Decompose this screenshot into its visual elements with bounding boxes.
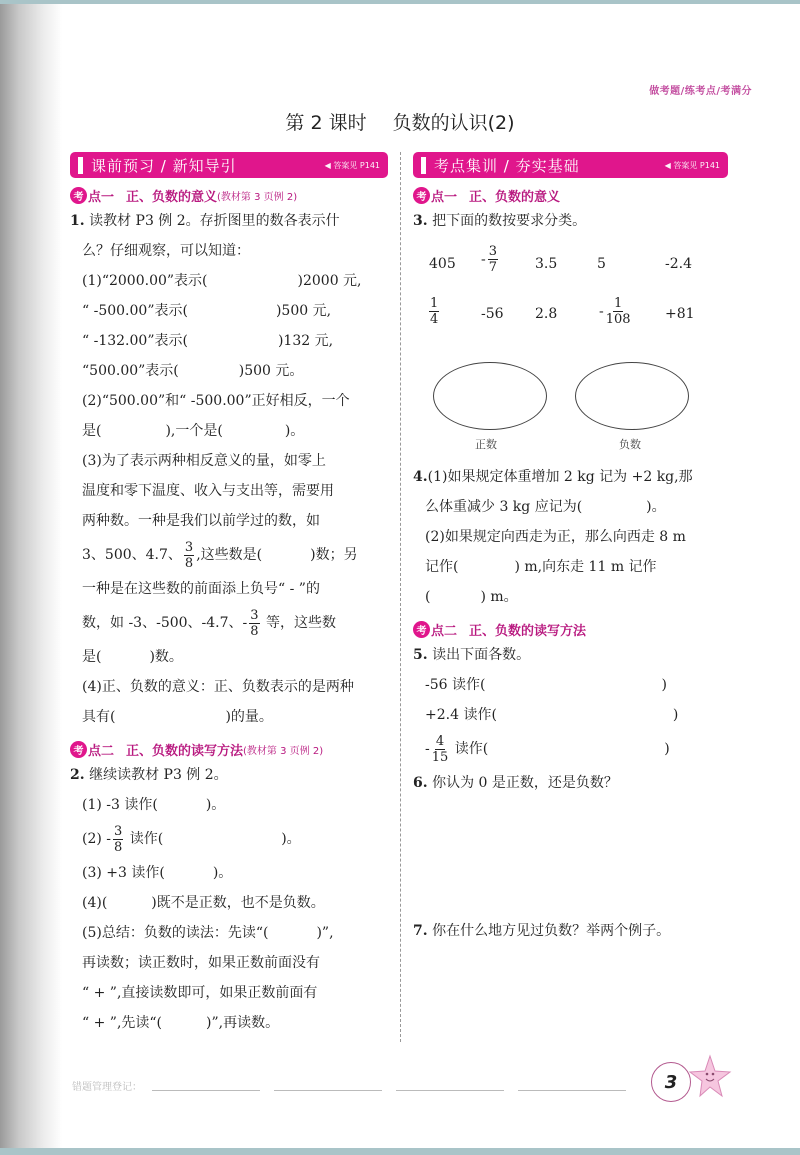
q4-a1 xyxy=(413,462,728,492)
question-number: 1. xyxy=(70,213,85,229)
text: (1) -3 读作( xyxy=(82,797,158,813)
kd-name: 正、负数的意义 xyxy=(126,189,218,205)
sign: - xyxy=(481,251,486,268)
q1-s1 xyxy=(70,266,388,296)
text: )”, xyxy=(316,925,334,941)
q5-r1 xyxy=(413,670,728,700)
denominator: 8 xyxy=(250,623,259,639)
fraction xyxy=(432,734,449,765)
knowledge-point-1 xyxy=(70,184,388,206)
kd-textbook-ref: (教材第 3 页例 2) xyxy=(217,191,298,203)
page-number: 3 xyxy=(651,1062,691,1102)
text: (3) +3 读作( xyxy=(82,865,165,881)
kao-badge-icon: 考 xyxy=(413,621,430,638)
number-item: 3.5 xyxy=(535,256,558,272)
denominator: 7 xyxy=(488,260,498,275)
q4-a2 xyxy=(413,492,728,522)
number-item: 2.8 xyxy=(535,306,558,322)
numerator: 3 xyxy=(488,244,498,259)
text: 把下面的数按要求分类。 xyxy=(432,213,587,229)
text: 读作( xyxy=(450,741,489,757)
q2-s2 xyxy=(70,820,388,858)
q2-s5c xyxy=(70,978,388,1008)
text: 是( xyxy=(82,423,102,439)
kd-name: 正、负数的读写方法 xyxy=(126,743,244,759)
banner-title: 考点集训 / 夯实基础 xyxy=(434,156,580,175)
text: ( xyxy=(425,589,431,605)
text: )。 xyxy=(284,423,305,439)
text: (4)( xyxy=(82,895,108,911)
text: 具有( xyxy=(82,709,116,725)
q6-text xyxy=(413,768,728,798)
q2-s5b xyxy=(70,948,388,978)
text: 一种是在这些数的前面添上负号“ - ”的 xyxy=(82,581,320,597)
kd-textbook-ref: (教材第 3 页例 2) xyxy=(243,745,324,757)
text: ,这些数是( xyxy=(196,547,263,563)
text: )数；另 xyxy=(310,547,358,563)
q1-s3d xyxy=(70,536,388,574)
denominator: 4 xyxy=(430,312,439,327)
text: )既不是正数，也不是负数。 xyxy=(151,895,325,911)
q2-s1 xyxy=(70,790,388,820)
numerator: 4 xyxy=(435,733,445,749)
error-log-label: 错题管理登记： xyxy=(72,1082,142,1093)
q5-r2 xyxy=(413,700,728,730)
text: )500 元。 xyxy=(238,363,304,379)
text: )132 元, xyxy=(277,333,334,349)
number-item-fraction xyxy=(481,244,500,275)
text: 温度和零下温度、收入与支出等，需要用 xyxy=(82,483,334,499)
section-banner-preview xyxy=(70,152,388,178)
q1-s3c xyxy=(70,506,388,536)
number-set xyxy=(413,242,728,362)
header-slogan: 做考题/练考点/考满分 xyxy=(649,86,752,97)
column-divider xyxy=(400,152,401,1042)
q1-s1c xyxy=(70,326,388,356)
q6-answer-area[interactable] xyxy=(413,798,728,916)
sign: - xyxy=(599,303,604,320)
fraction xyxy=(429,296,439,327)
banner-bar xyxy=(78,157,83,174)
text: ) m。 xyxy=(480,589,518,605)
numerator: 3 xyxy=(114,823,123,839)
kd-label: 点一 xyxy=(431,189,458,205)
knowledge-point-1 xyxy=(413,184,728,206)
text: 再读数；读正数时，如果正数前面没有 xyxy=(82,955,320,971)
numerator: 3 xyxy=(250,607,259,623)
kao-badge-icon: 考 xyxy=(413,187,430,204)
fraction xyxy=(113,824,123,855)
q1-text: 么？仔细观察，可以知道： xyxy=(82,243,250,259)
q1-s4a xyxy=(70,672,388,702)
q1-s2b xyxy=(70,416,388,446)
text: ) xyxy=(664,741,670,757)
text: (3)为了表示两种相反意义的量，如零上 xyxy=(82,453,326,469)
text: “ -500.00”表示( xyxy=(82,303,188,319)
question-number: 3. xyxy=(413,213,428,229)
positive-oval[interactable] xyxy=(433,362,547,430)
text: ),一个是( xyxy=(165,423,223,439)
banner-bar xyxy=(421,157,426,174)
text: “ + ”,直接读数即可，如果正数前面有 xyxy=(82,985,318,1001)
bottom-border xyxy=(0,1148,800,1155)
question-number: 2. xyxy=(70,767,85,783)
text: )2000 元, xyxy=(297,273,362,289)
text: )数。 xyxy=(149,649,183,665)
q2-s4 xyxy=(70,888,388,918)
text: “500.00”表示( xyxy=(82,363,179,379)
number-item: +81 xyxy=(665,306,695,322)
book-spine-shadow xyxy=(0,4,62,1148)
q1-text: 读教材 P3 例 2。存折图里的数各表示什 xyxy=(89,213,340,229)
q2-s5d xyxy=(70,1008,388,1038)
text: (4)正、负数的意义：正、负数表示的是两种 xyxy=(82,679,354,695)
banner-title: 课前预习 / 新知导引 xyxy=(91,156,237,175)
answer-ref-text: 答案见 P141 xyxy=(673,160,720,170)
text: 两种数。一种是我们以前学过的数，如 xyxy=(82,513,320,529)
text: - xyxy=(425,741,430,757)
text: )。 xyxy=(212,865,233,881)
numerator: 1 xyxy=(430,296,439,311)
numerator: 1 xyxy=(614,296,623,311)
q4-b1 xyxy=(413,522,728,552)
q1-s3f xyxy=(70,604,388,642)
numerator: 3 xyxy=(184,539,194,555)
text: )的量。 xyxy=(225,709,273,725)
kd-label: 点一 xyxy=(88,189,115,205)
fraction xyxy=(606,296,631,327)
question-number: 6. xyxy=(413,775,428,791)
left-column xyxy=(70,152,388,1038)
text: +2.4 读作( xyxy=(425,707,497,723)
denominator: 108 xyxy=(605,312,631,327)
classification-ovals xyxy=(413,362,728,462)
text: “ -132.00”表示( xyxy=(82,333,188,349)
fraction xyxy=(184,540,194,571)
kd-label: 点二 xyxy=(88,743,115,759)
text: )。 xyxy=(205,797,226,813)
error-log-line[interactable] xyxy=(152,1090,260,1091)
denominator: 8 xyxy=(184,555,194,571)
q4-b2 xyxy=(413,552,728,582)
text: 么体重减少 3 kg 应记为( xyxy=(425,499,583,515)
text: )”,再读数。 xyxy=(206,1015,280,1031)
denominator: 8 xyxy=(114,839,123,855)
lesson-title: 负数的认识(2) xyxy=(392,112,515,134)
question-number: 7. xyxy=(413,923,428,939)
text: 你认为 0 是正数，还是负数？ xyxy=(432,775,618,791)
number-item-fraction xyxy=(599,296,633,327)
q1-s3g xyxy=(70,642,388,672)
q1-s3a xyxy=(70,446,388,476)
text: (1)如果规定体重增加 2 kg 记为 +2 kg,那 xyxy=(427,469,693,485)
kao-badge-icon: 考 xyxy=(70,187,87,204)
kd-name: 正、负数的读写方法 xyxy=(469,623,587,639)
text: 数，如 -3、-500、-4.7、- xyxy=(82,615,248,631)
text: ) xyxy=(661,677,667,693)
number-item: 405 xyxy=(429,256,456,272)
text: )。 xyxy=(646,499,666,515)
section-banner-practice xyxy=(413,152,728,178)
q7-answer-area[interactable] xyxy=(413,946,728,1056)
text: (1)“2000.00”表示( xyxy=(82,273,208,289)
text: (2)“500.00”和“ -500.00”正好相反，一个 xyxy=(82,393,350,409)
answer-ref: ◀ 答案见 P141 xyxy=(664,160,720,170)
q3-text xyxy=(413,206,728,236)
fraction xyxy=(249,608,259,639)
q4-b3 xyxy=(413,582,728,612)
knowledge-point-2 xyxy=(70,738,388,760)
answer-ref: ◀ 答案见 P141 xyxy=(324,160,380,170)
text: 3、500、4.7、 xyxy=(82,547,182,563)
kd-label: 点二 xyxy=(431,623,458,639)
error-log-line[interactable] xyxy=(396,1090,504,1091)
knowledge-point-2 xyxy=(413,618,728,640)
q1-line xyxy=(70,236,388,266)
fraction xyxy=(488,244,498,275)
top-border xyxy=(0,0,800,4)
text: (2)如果规定向西走为正，那么向西走 8 m xyxy=(425,529,686,545)
text: )500 元, xyxy=(275,303,332,319)
text: 等，这些数 xyxy=(261,615,336,631)
q7-text xyxy=(413,916,728,946)
negative-label: 负数 xyxy=(619,438,641,451)
kao-badge-icon: 考 xyxy=(70,741,87,758)
text: 是( xyxy=(82,649,102,665)
text: ) xyxy=(672,707,679,723)
text: “ + ”,先读“( xyxy=(82,1015,163,1031)
q2-intro xyxy=(70,760,388,790)
text: (2) - xyxy=(82,831,112,847)
q5-text xyxy=(413,640,728,670)
q5-r3 xyxy=(413,730,728,768)
text: 继续读教材 P3 例 2。 xyxy=(89,767,228,783)
text: (5)总结：负数的读法：先读“( xyxy=(82,925,269,941)
lesson-number: 第 2 课时 xyxy=(285,112,367,134)
text: )。 xyxy=(281,831,301,847)
error-log-line[interactable] xyxy=(518,1090,626,1091)
number-item: -56 xyxy=(481,306,504,322)
q1-line xyxy=(70,206,388,236)
text: 你在什么地方见过负数？举两个例子。 xyxy=(432,923,671,939)
answer-ref-text: 答案见 P141 xyxy=(333,160,380,170)
error-log-line[interactable] xyxy=(274,1090,382,1091)
q1-s1d xyxy=(70,356,388,386)
kd-name: 正、负数的意义 xyxy=(469,189,561,205)
page-title xyxy=(0,108,800,135)
number-item: -2.4 xyxy=(665,256,692,272)
text: -56 读作( xyxy=(425,677,486,693)
text: 读出下面各数。 xyxy=(432,647,531,663)
positive-label: 正数 xyxy=(475,438,497,451)
q2-s5a xyxy=(70,918,388,948)
number-item: 5 xyxy=(597,256,606,272)
q1-s4b xyxy=(70,702,388,732)
question-number: 5. xyxy=(413,647,428,663)
denominator: 15 xyxy=(431,749,449,765)
q2-s3 xyxy=(70,858,388,888)
right-column xyxy=(413,152,728,1056)
text: ) m,向东走 11 m 记作 xyxy=(514,559,657,575)
q1-s3b xyxy=(70,476,388,506)
text: 记作( xyxy=(425,559,459,575)
text: 读作( xyxy=(125,831,164,847)
q1-s1b xyxy=(70,296,388,326)
q1-s2a xyxy=(70,386,388,416)
number-item-fraction xyxy=(427,296,441,327)
q1-s3e xyxy=(70,574,388,604)
question-number: 4. xyxy=(413,469,428,485)
negative-oval[interactable] xyxy=(575,362,689,430)
